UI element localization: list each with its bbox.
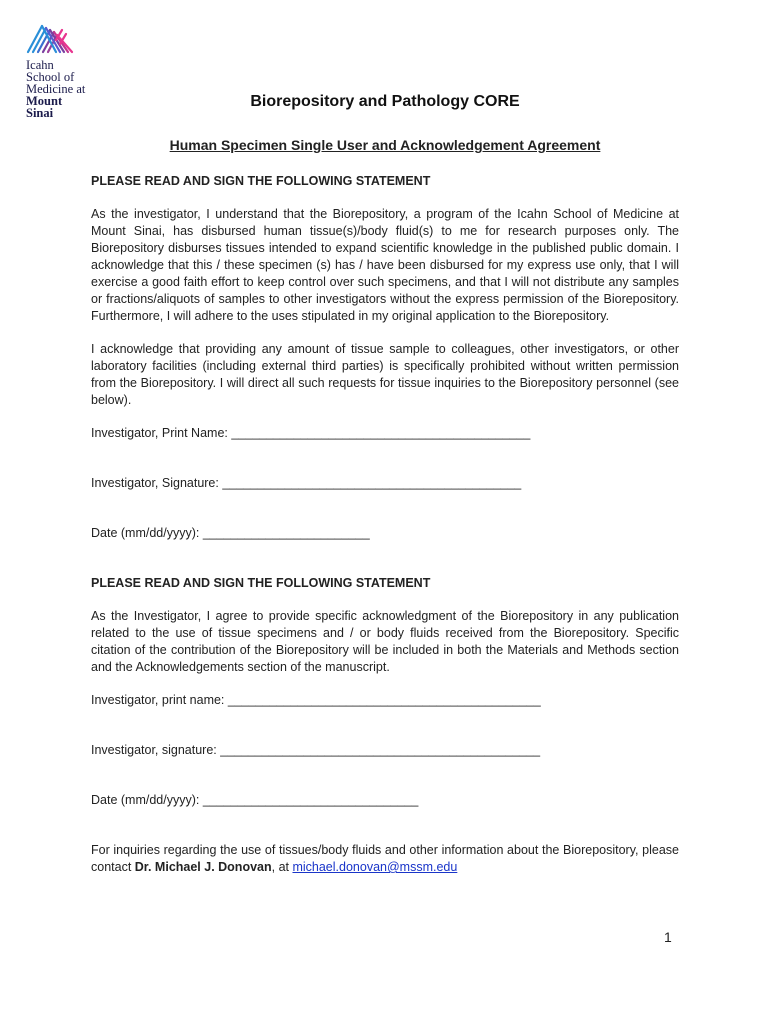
signature-field-1[interactable]: Investigator, Signature: ___________________________________________ <box>91 476 522 490</box>
contact-text-between: , at <box>271 860 293 874</box>
date-field-1[interactable]: Date (mm/dd/yyyy): ________________________ <box>91 526 370 540</box>
print-name-field-1[interactable]: Investigator, Print Name: ___________________________________________ <box>91 426 531 440</box>
document-title: Biorepository and Pathology CORE <box>250 93 520 110</box>
logo-line: Sinai <box>26 106 54 120</box>
section-2-heading: PLEASE READ AND SIGN THE FOLLOWING STATEMENT <box>91 576 431 590</box>
print-name-field-2[interactable]: Investigator, print name: _____________________________________________ <box>91 693 541 707</box>
contact-name: Dr. Michael J. Donovan <box>134 860 272 874</box>
logo-line: Medicine at <box>26 82 86 96</box>
date-field-2[interactable]: Date (mm/dd/yyyy): _______________________________ <box>91 793 419 807</box>
page-number: 1 <box>664 929 672 945</box>
section-1-paragraph-1: As the investigator, I understand that the Biorepository, a program of the Icahn School of Medicine at Mount Sinai, has disbursed human tissue(s)/body fluid(s) to me for research purposes only. The Biorepository disburses tissues intended to expand scientific knowledge in the published public domain. I acknowledge that this / these specimen (s) has / have been disbursed for my express use only, that I will exercise a good faith effort to keep control over such specimens, and that I will not distribute any samples or fractions/aliquots of samples to other investigators without the express permission of the Biorepository. Furthermore, I will adhere to the uses stipulated in my original application to the Biorepository. <box>91 207 679 323</box>
contact-paragraph <box>91 842 679 876</box>
document-subtitle: Human Specimen Single User and Acknowledgement Agreement <box>169 137 601 153</box>
logo-line: Icahn <box>26 58 54 72</box>
mount-sinai-logo-mark-icon <box>26 22 76 56</box>
section-1-heading: PLEASE READ AND SIGN THE FOLLOWING STATEMENT <box>91 174 431 188</box>
contact-text: For inquiries regarding the use of tissues/body fluids and other information about the Biorepository, please contact <box>91 843 679 874</box>
logo-line: Mount <box>26 94 63 108</box>
signature-field-2[interactable]: Investigator, signature: ______________________________________________ <box>91 743 541 757</box>
section-2-paragraph-1: As the Investigator, I agree to provide specific acknowledgment of the Biorepository in any publication related to the use of tissue specimens and / or body fluids received from the Biorepository. Specific citation of the contribution of the Biorepository will be included in both the Materials and Methods section and the Acknowledgements section of the manuscript. <box>91 609 679 674</box>
document-body <box>91 173 679 876</box>
contact-email-link[interactable]: michael.donovan@mssm.edu <box>292 860 458 874</box>
logo-line: School of <box>26 70 75 84</box>
section-1-paragraph-2: I acknowledge that providing any amount of tissue sample to colleagues, other investigators, or other laboratory facilities (including external third parties) is specifically prohibited without written permission from the Biorepository. I will direct all such requests for tissue inquiries to the Biorepository personnel (see below). <box>91 342 679 407</box>
